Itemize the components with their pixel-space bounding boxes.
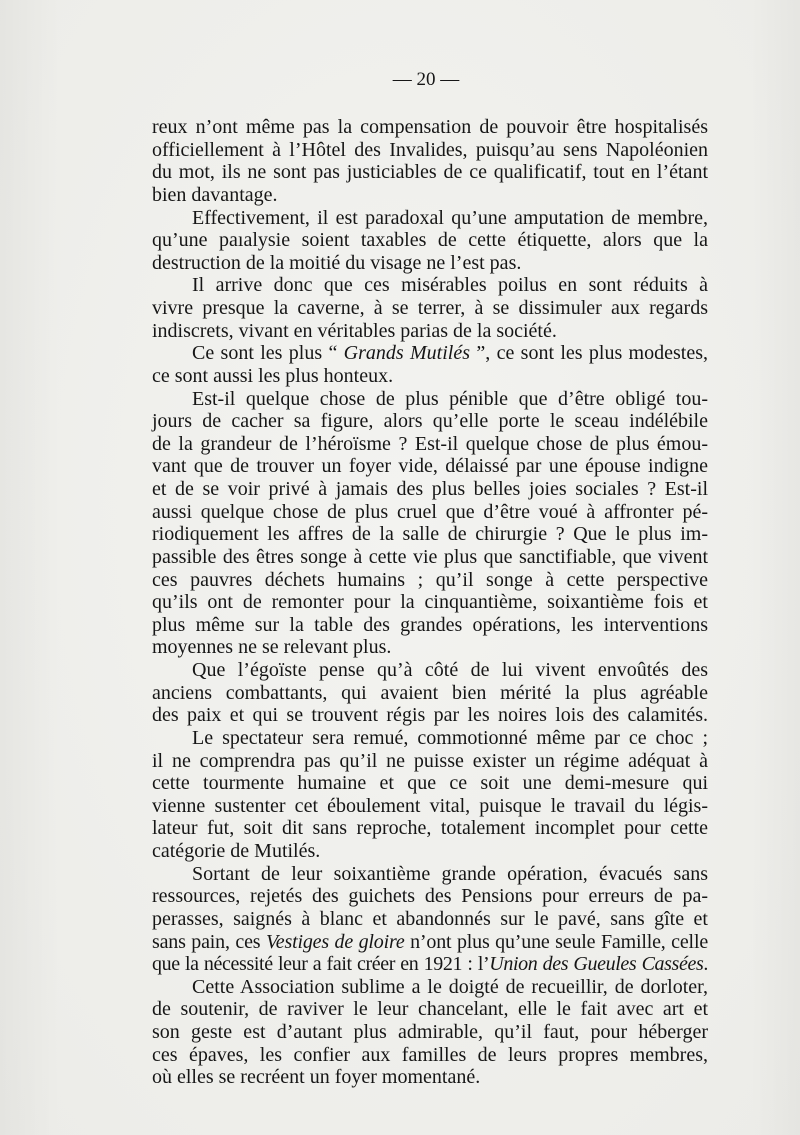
text-line: Que l’égoïste pense qu’à côté de lui vivent envoûtés des — [192, 659, 708, 681]
text-line: ces épaves, les confier aux familles de leurs propres membres, — [152, 1043, 708, 1066]
text-line: passible des êtres songe à cette vie plus que sanctifiable, que vivent — [152, 545, 708, 568]
text-line: moyennes ne se relevant plus. — [152, 636, 392, 659]
text-line: Cette Association sublime a le doigté de recueillir, de dorloter, — [192, 975, 708, 998]
text-line: des paix et qui se trouvent régis par les noires lois des calamités. — [152, 704, 708, 727]
text-line: de la grandeur de l’héroïsme ? Est-il quelque chose de plus émou- — [152, 432, 708, 455]
text-line — [152, 931, 708, 954]
text-line: catégorie de Mutilés. — [152, 840, 321, 862]
text-line: reux n’ont même pas la compensation de pouvoir être hospitalisés — [152, 116, 708, 138]
text-line: vienne sustenter cet éboulement vital, puisque le travail du légis- — [152, 794, 708, 817]
text-line: Est-il quelque chose de plus pénible que d’être obligé tou- — [192, 387, 708, 410]
italic-phrase: Vestiges de gloire — [265, 930, 405, 953]
text-line: de soutenir, de raviver le leur chancelant, elle le fait avec art et — [152, 998, 708, 1021]
text-line: et de se voir privé à jamais des plus belles joies sociales ? Est-il — [152, 478, 708, 500]
text-line: vivre presque la caverne, à se terrer, à se dissimuler aux regards — [152, 297, 708, 319]
text-line: jours de cacher sa figure, alors qu’elle porte le sceau indélébile — [152, 410, 708, 433]
text-segment: ”, ce sont les plus modestes, — [470, 342, 708, 365]
text-line: officiellement à l’Hôtel des Invalides, puisqu’au sens Napoléonien — [152, 138, 708, 161]
text-line: perasses, saignés à blanc et abandonnés sur le pavé, sans gîte et — [152, 907, 708, 930]
text-line: ce sont aussi les plus honteux. — [152, 364, 394, 387]
text-line: bien davantage. — [152, 183, 278, 206]
text-line: ces pauvres déchets humains ; qu’il songe à cette perspective — [152, 568, 708, 591]
text-line: ressources, rejetés des guichets des Pensions pour erreurs de pa- — [152, 885, 708, 908]
text-line: son geste est d’autant plus admirable, qu’il faut, pour héberger — [152, 1021, 708, 1043]
text-line: qu’ils ont de remonter pour la cinquantième, soixantième fois et — [152, 591, 708, 614]
text-line: qu’une paıalysie soient taxables de cette étiquette, alors que la — [152, 229, 708, 252]
italic-phrase: Union des Gueules Cassées — [489, 953, 704, 976]
page-number: — 20 — — [392, 69, 460, 90]
body-text — [152, 116, 708, 1089]
text-line: riodiquement les affres de la salle de chirurgie ? Que le plus im- — [152, 523, 708, 546]
text-line: où elles se recréent un foyer momentané. — [152, 1066, 481, 1089]
text-segment: n’ont plus qu’une seule Famille, celle — [404, 930, 709, 953]
text-line — [152, 342, 708, 365]
text-line: vant que de trouver un foyer vide, délaissé par une épouse indigne — [152, 455, 708, 478]
text-segment: . — [703, 953, 708, 976]
italic-phrase: Grands Mutilés — [343, 342, 471, 365]
text-line: lateur fut, soit dit sans reproche, totalement incomplet pour cette — [152, 817, 708, 840]
text-line: il ne comprendra pas qu’il ne puisse exister un régime adéquat à — [152, 749, 708, 772]
text-line: anciens combattants, qui avaient bien mérité la plus agréable — [152, 681, 708, 704]
text-line: indiscrets, vivant en véritables parias de la société. — [152, 319, 557, 342]
text-segment: sans pain, ces — [152, 930, 266, 953]
text-segment: que la nécessité leur a fait créer en 1921 : l’ — [152, 953, 490, 976]
text-line: aussi quelque chose de plus cruel que d’être voué à affronter pé- — [152, 500, 708, 523]
text-line: plus même sur la table des grandes opérations, les interventions — [152, 613, 708, 636]
text-line: destruction de la moitié du visage ne l’est pas. — [152, 251, 522, 274]
text-line: Le spectateur sera remué, commotionné même par ce choc ; — [192, 726, 708, 749]
text-segment: Ce sont les plus “ — [192, 342, 344, 365]
text-line: Il arrive donc que ces misérables poilus en sont réduits à — [192, 274, 708, 297]
text-line: du mot, ils ne sont pas justiciables de ce qualificatif, tout en l’étant — [152, 161, 708, 184]
text-line — [152, 953, 708, 976]
text-line: Effectivement, il est paradoxal qu’une amputation de membre, — [192, 206, 708, 229]
text-line: cette tourmente humaine et que ce soit une demi-mesure qui — [152, 772, 708, 795]
text-line: Sortant de leur soixantième grande opération, évacués sans — [192, 862, 708, 885]
